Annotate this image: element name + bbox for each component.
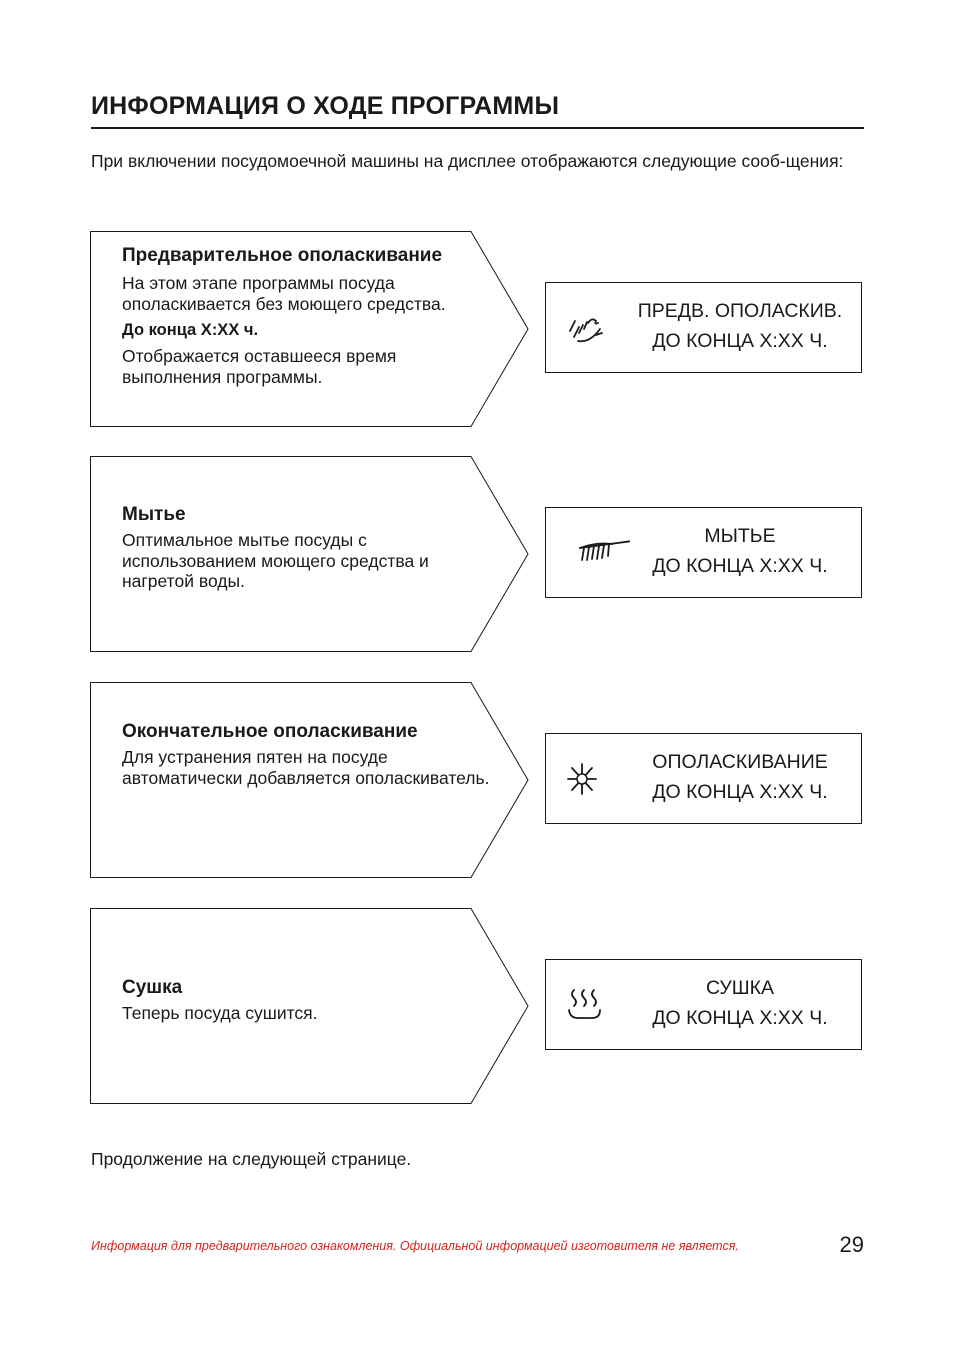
page-title: ИНФОРМАЦИЯ О ХОДЕ ПРОГРАММЫ <box>91 92 560 120</box>
stage-heading: Предварительное ополаскивание <box>122 245 443 266</box>
stage-heading: Мытье <box>122 504 186 525</box>
rinse-sparkle-icon <box>566 760 606 798</box>
display-drying <box>545 959 862 1050</box>
stage-description: Теперь посуда сушится. <box>122 1003 318 1023</box>
page-number: 29 <box>839 1232 864 1257</box>
stage-subtext: Отображается оставшееся время выполнения программы. <box>122 346 397 387</box>
display-line-2: ДО КОНЦА X:XX Ч. <box>652 1007 828 1029</box>
display-line-1: СУШКА <box>705 977 775 999</box>
display-line-1: ПРЕДВ. ОПОЛАСКИВ. <box>637 300 843 322</box>
intro-text: При включении посудомоечной машины на дисплее отображаются следующие сооб-щения: <box>91 151 844 171</box>
display-prerinse <box>545 282 862 373</box>
stage-heading: Сушка <box>122 977 183 998</box>
stage-heading: Окончательное ополаскивание <box>122 721 418 742</box>
stage-description: На этом этапе программы посуда ополаскивается без моющего средства. <box>122 273 446 314</box>
display-final-rinse <box>545 733 862 824</box>
stage-drying <box>90 908 530 1104</box>
display-line-2: ДО КОНЦА X:XX Ч. <box>652 555 828 577</box>
prerinse-icon <box>566 309 606 347</box>
stage-final-rinse <box>90 682 530 878</box>
display-line-2: ДО КОНЦА X:XX Ч. <box>652 330 828 352</box>
display-line-2: ДО КОНЦА X:XX Ч. <box>652 781 828 803</box>
stage-wash <box>90 456 530 652</box>
display-line-1: МЫТЬЕ <box>704 525 776 547</box>
display-wash <box>545 507 862 598</box>
display-line-1: ОПОЛАСКИВАНИЕ <box>652 751 828 773</box>
stage-prerinse <box>90 231 530 427</box>
title-underline <box>91 127 864 129</box>
stage-subheading: До конца X:XX ч. <box>122 321 259 339</box>
continue-note: Продолжение на следующей странице. <box>91 1149 412 1169</box>
drying-steam-icon <box>566 986 606 1024</box>
stage-description: Оптимальное мытье посуды с использованием моющего средства и нагретой воды. <box>122 530 429 591</box>
stage-description: Для устранения пятен на посуде автоматически добавляется ополаскиватель. <box>122 747 490 788</box>
footer-disclaimer: Информация для предварительного ознакомления. Официальной информацией изготовителя не является. <box>91 1239 739 1253</box>
